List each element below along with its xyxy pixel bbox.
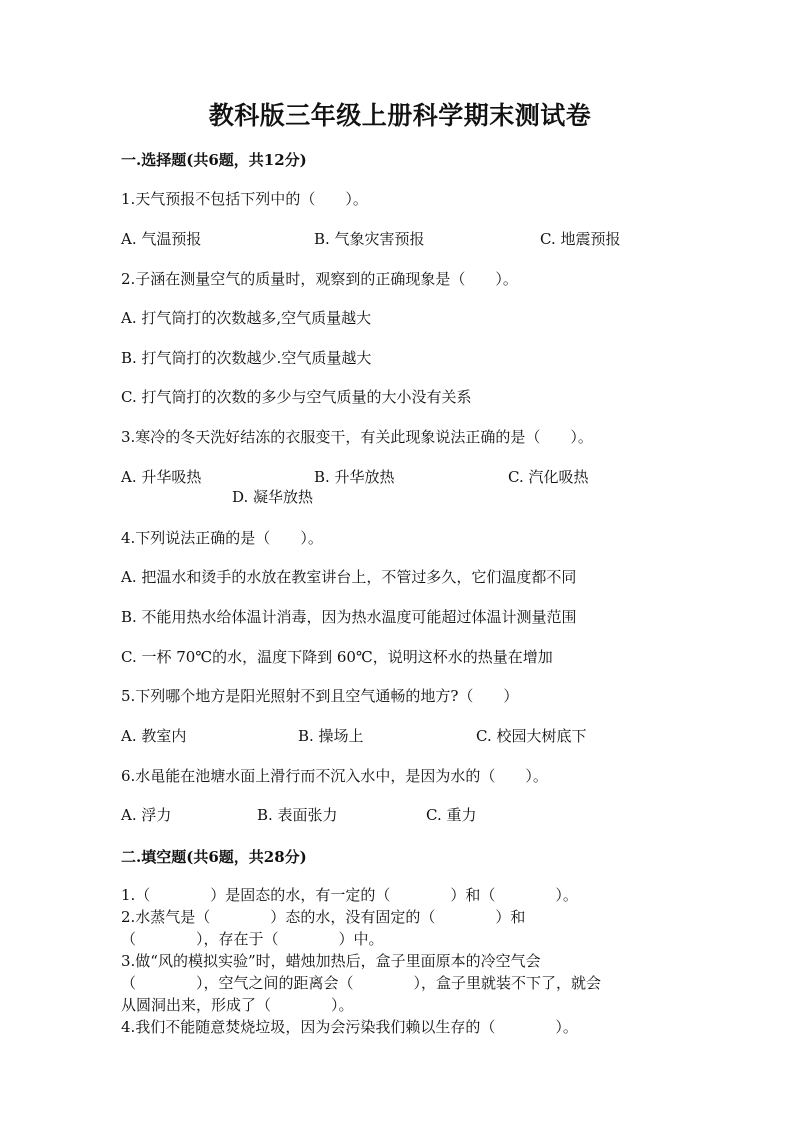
- section-heading-fill-blank: 二.填空题(共6题，共28分): [121, 848, 307, 866]
- question-5-option-a: A. 教室内: [121, 727, 187, 745]
- question-3-option-c: C. 汽化吸热: [508, 468, 589, 486]
- question-2-option-b: B. 打气筒打的次数越少.空气质量越大: [121, 349, 372, 367]
- fill-line: 1.（ ）是固态的水，有一定的（ ）和（ ）。: [121, 886, 578, 904]
- question-1-option-c: C. 地震预报: [540, 230, 621, 248]
- question-3-stem: 3.寒冷的冬天洗好结冻的衣服变干，有关此现象说法正确的是（ ）。: [121, 428, 593, 446]
- fill-line: 从圆洞出来，形成了（ ）。: [121, 996, 354, 1014]
- question-4-option-c: C. 一杯 70℃的水，温度下降到 60℃，说明这杯水的热量在增加: [121, 648, 553, 666]
- fill-line: （ ），存在于（ ）中。: [121, 930, 384, 948]
- question-6-option-c: C. 重力: [426, 806, 477, 824]
- question-4-option-a: A. 把温水和烫手的水放在教室讲台上，不管过多久，它们温度都不同: [121, 568, 577, 586]
- question-4-stem: 4.下列说法正确的是（ ）。: [121, 529, 323, 547]
- question-3-option-b: B. 升华放热: [314, 468, 395, 486]
- fill-line: 4.我们不能随意焚烧垃圾，因为会污染我们赖以生存的（ ）。: [121, 1018, 578, 1036]
- question-1-option-b: B. 气象灾害预报: [314, 230, 425, 248]
- fill-line: （ ），空气之间的距离会（ ），盒子里就装不下了，就会: [121, 974, 602, 992]
- question-2-option-a: A. 打气筒打的次数越多,空气质量越大: [121, 309, 372, 327]
- section-heading-choice: 一.选择题(共6题，共12分): [121, 151, 307, 169]
- question-1-stem: 1.天气预报不包括下列中的（ ）。: [121, 190, 368, 208]
- question-3-option-d: D. 凝华放热: [232, 488, 314, 506]
- question-2-option-c: C. 打气筒打的次数的多少与空气质量的大小没有关系: [121, 388, 472, 406]
- question-1-option-a: A. 气温预报: [121, 230, 202, 248]
- question-5-option-b: B. 操场上: [298, 727, 364, 745]
- question-3-option-a: A. 升华吸热: [121, 468, 202, 486]
- question-6-option-b: B. 表面张力: [257, 806, 338, 824]
- question-4-option-b: B. 不能用热水给体温计消毒，因为热水温度可能超过体温计测量范围: [121, 608, 577, 626]
- question-5-stem: 5.下列哪个地方是阳光照射不到且空气通畅的地方?（ ）: [121, 687, 519, 705]
- question-6-stem: 6.水黾能在池塘水面上滑行而不沉入水中，是因为水的（ ）。: [121, 767, 548, 785]
- fill-line: 3.做“风的模拟实验”时，蜡烛加热后，盒子里面原本的冷空气会: [121, 952, 541, 970]
- question-2-stem: 2.子涵在测量空气的质量时，观察到的正确现象是（ ）。: [121, 270, 518, 288]
- page-title: 教科版三年级上册科学期末测试卷: [208, 101, 592, 130]
- question-6-option-a: A. 浮力: [121, 806, 172, 824]
- question-5-option-c: C. 校园大树底下: [476, 727, 587, 745]
- fill-line: 2.水蒸气是（ ）态的水，没有固定的（ ）和: [121, 908, 526, 926]
